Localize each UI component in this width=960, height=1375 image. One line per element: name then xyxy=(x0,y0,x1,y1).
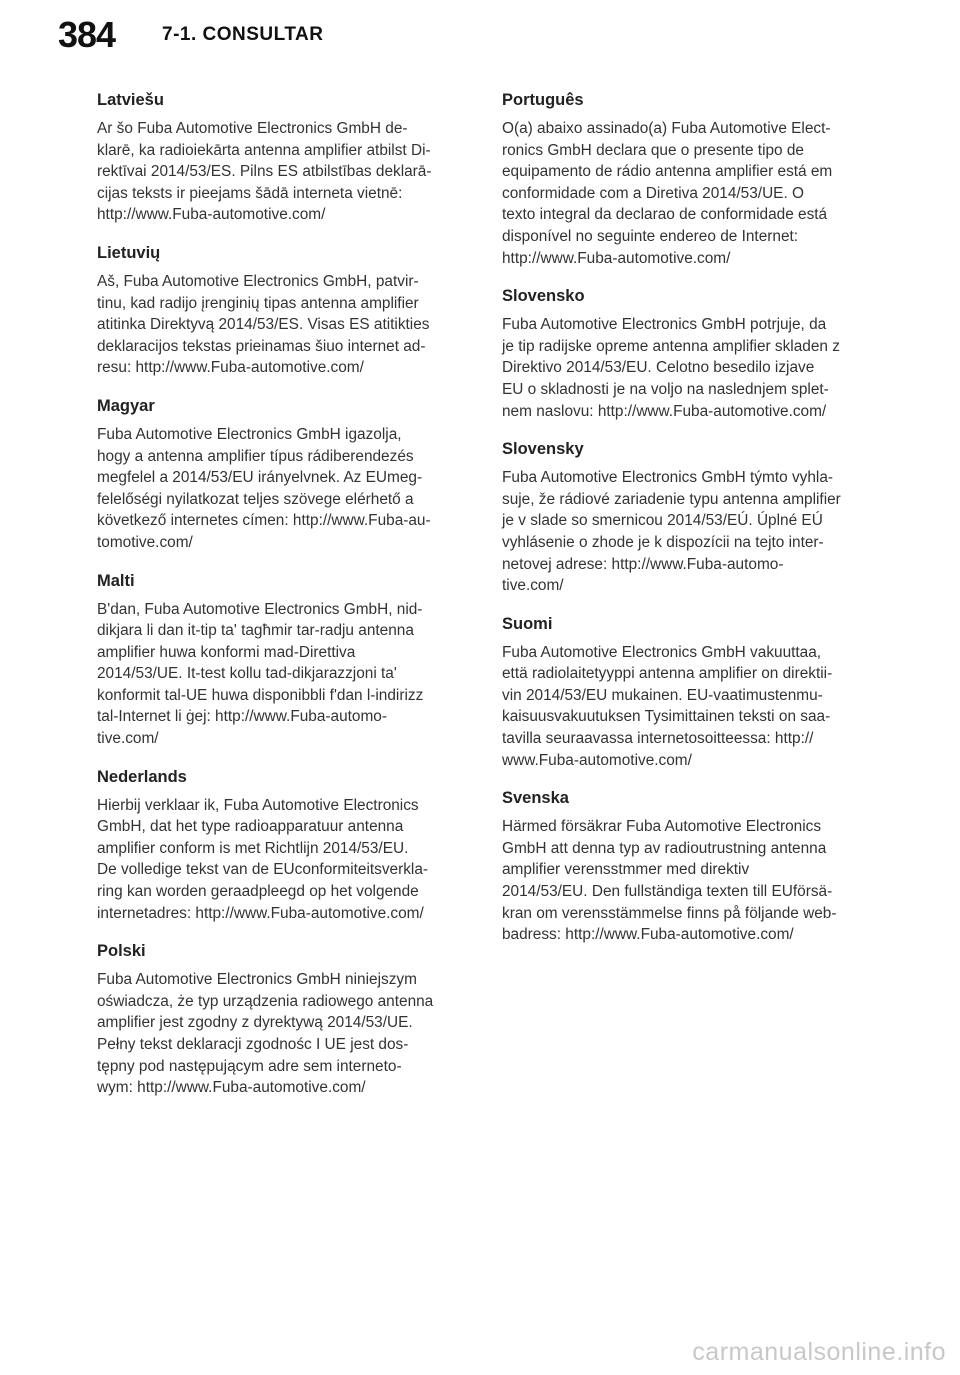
declaration-nederlands xyxy=(97,765,459,925)
declaration-svenska xyxy=(502,786,864,946)
declaration-portugues xyxy=(502,88,864,269)
declaration-malti xyxy=(97,569,459,750)
language-heading: Slovensko xyxy=(502,287,585,306)
declaration-suomi xyxy=(502,612,864,772)
declaration-text: Fuba Automotive Electronics GmbH vakuuttaa, että radiolaitetyyppi antenna amplifier on direktii- vin 2014/53/EU mukainen. EU-vaatimustenmu- kaisuusvakuutuksen Tysimittainen teksti on saa- tavilla seuraavassa internetosoitteessa: http:// www.Fuba-automotive.com/ xyxy=(502,643,833,769)
declaration-text: Ar šo Fuba Automotive Electronics GmbH de- klarē, ka radioiekārta antenna amplifier atbilst Di- rektīvai 2014/53/ES. Pilns ES atbilstības deklarā- cijas teksts ir pieejams šādā interneta vietnē: http://www.Fuba-automotive.com/ xyxy=(97,120,432,224)
declaration-lietuviu xyxy=(97,241,459,379)
watermark: carmanualsonline.info xyxy=(692,1338,946,1366)
language-heading: Malti xyxy=(97,571,135,590)
declaration-polski xyxy=(97,939,459,1099)
declaration-text: Fuba Automotive Electronics GmbH niniejszym oświadcza, że typ urządzenia radiowego antenna amplifier jest zgodny z dyrektywą 2014/53/UE. Pełny tekst deklaracji zgodnośc I UE jest dos- tępny pod następującym adre sem interneto- wym: http://www.Fuba-automotive.com/ xyxy=(97,971,434,1097)
section-title: 7-1. CONSULTAR xyxy=(162,24,324,45)
language-heading: Português xyxy=(502,91,584,109)
declaration-magyar xyxy=(97,394,459,554)
page-header xyxy=(0,0,960,68)
declaration-text: B'dan, Fuba Automotive Electronics GmbH, nid- dikjara li dan it-tip ta' tagħmir tar-radju antenna amplifier huwa konformi mad-Direttiva 2014/53/UE. It-test kollu tad-dikjarazzjoni ta' konformit tal-UE huwa disponibbli f'dan l-indirizz tal-Internet li ġej: http://www.Fuba-automo- tive.com/ xyxy=(97,600,424,748)
page-number: 384 xyxy=(58,14,116,55)
language-heading: Suomi xyxy=(502,614,553,633)
declaration-text: O(a) abaixo assinado(a) Fuba Automotive Elect- ronics GmbH declara que o presente tipo de equipamento de rádio antenna amplifier está em conformidade com a Diretiva 2014/53/UE. O texto integral da declarao de conformidade está disponível no seguinte endereo de Internet: http://www.Fuba-automotive.com/ xyxy=(502,120,833,267)
language-heading: Latviešu xyxy=(97,91,164,109)
declaration-slovensko xyxy=(502,284,864,422)
declaration-text: Hierbij verklaar ik, Fuba Automotive Electronics GmbH, dat het type radioapparatuur antenna amplifier conform is met Richtlijn 2014/53/EU. De volledige tekst van de EUconformiteitsverkla- ring kan worden geraadpleegd op het volgende internetadres: http://www.Fuba-automotive.com/ xyxy=(97,796,429,922)
declaration-text: Fuba Automotive Electronics GmbH týmto vyhla- suje, že rádiové zariadenie typu antenna amplifier je v slade so smernicou 2014/53/EÚ. Úplné EÚ vyhlásenie o zhode je k dispozícii na tejto inter- netovej adrese: http://www.Fuba-automo- tive.com/ xyxy=(502,469,841,595)
language-heading: Svenska xyxy=(502,789,569,808)
declaration-text: Fuba Automotive Electronics GmbH igazolja, hogy a antenna amplifier típus rádiberendezés megfelel a 2014/53/EU irányelvnek. Az EUmeg- felelőségi nyilatkozat teljes szövege elérhető a következő internetes címen: http://www.Fuba-au- tomotive.com/ xyxy=(97,425,431,551)
declaration-text: Härmed försäkrar Fuba Automotive Electronics GmbH att denna typ av radioutrustning antenna amplifier verensstmmer med direktiv 2014/53/EU. Den fullständiga texten till EUförsä- kran om verensstämmelse finns på följande web- badress: http://www.Fuba-automotive.com/ xyxy=(502,818,837,944)
language-heading: Slovensky xyxy=(502,440,584,459)
right-column xyxy=(502,88,864,961)
left-column xyxy=(97,88,459,1114)
language-heading: Nederlands xyxy=(97,767,187,786)
declaration-slovensky xyxy=(502,437,864,597)
declaration-text: Aš, Fuba Automotive Electronics GmbH, patvir- tinu, kad radijo įrenginių tipas antenna amplifier atitinka Direktyvą 2014/53/ES. Visas ES atitikties deklaracijos tekstas prieinamas šiuo internet ad- resu: http://www.Fuba-automotive.com/ xyxy=(97,272,430,377)
language-heading: Magyar xyxy=(97,396,155,415)
language-heading: Lietuvių xyxy=(97,243,161,262)
declaration-latviesu xyxy=(97,88,459,226)
language-heading: Polski xyxy=(97,942,146,961)
declaration-text: Fuba Automotive Electronics GmbH potrjuje, da je tip radijske opreme antenna amplifier skladen z Direktivo 2014/53/EU. Celotno besedilo izjave EU o skladnosti je na voljo na naslednjem splet- nem naslovu: http://www.Fuba-automotive.com/ xyxy=(502,316,840,420)
